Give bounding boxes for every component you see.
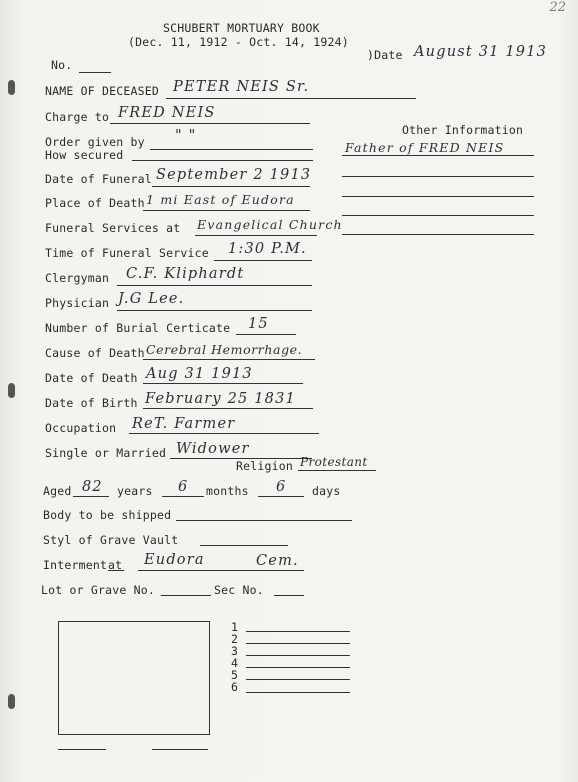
name-line	[166, 98, 416, 99]
order-label: Order given by	[45, 135, 145, 149]
how-label: How secured	[45, 148, 124, 162]
charge-label: Charge to	[45, 110, 110, 124]
grave-vault-label: Styl of Grave Vault	[43, 533, 179, 547]
occupation-value: ReT. Farmer	[132, 416, 236, 432]
religion-value: Protestant	[300, 455, 368, 469]
grave-vault-line	[200, 545, 288, 546]
place-death-line	[143, 210, 310, 211]
months-label: months	[206, 484, 249, 498]
clergyman-value: C.F. Kliphardt	[126, 266, 245, 282]
no-label: No.	[51, 58, 73, 72]
sec-label: Sec No.	[214, 583, 264, 597]
book-title: SCHUBERT MORTUARY BOOK	[163, 21, 320, 35]
no-line	[79, 72, 111, 73]
cause-label: Cause of Death	[45, 346, 145, 360]
binder-hole	[8, 80, 15, 95]
date-birth-line	[143, 408, 313, 409]
date-label: )Date	[367, 48, 403, 62]
religion-line	[298, 470, 376, 471]
list-number: 3	[231, 644, 239, 658]
services-label: Funeral Services at	[45, 221, 181, 235]
binder-hole	[8, 694, 15, 709]
charge-value: FRED NEIS	[118, 105, 216, 121]
charge-line	[110, 123, 310, 124]
aged-label: Aged	[43, 484, 72, 498]
days-label: days	[312, 484, 341, 498]
occupation-line	[129, 433, 319, 434]
interment-cem-value: Cem.	[256, 553, 299, 569]
body-shipped-line	[176, 520, 352, 521]
other-info-line	[342, 196, 534, 197]
list-number: 1	[231, 620, 239, 634]
page-number: 22	[549, 0, 566, 15]
list-line	[246, 679, 350, 680]
how-line	[132, 160, 313, 161]
interment-line	[138, 570, 304, 571]
burial-cert-label: Number of Burial Certicate	[45, 321, 231, 335]
list-number: 2	[231, 632, 239, 646]
date-birth-label: Date of Birth	[45, 396, 138, 410]
list-number: 4	[231, 656, 239, 670]
date-birth-value: February 25 1831	[145, 391, 296, 407]
other-info-line	[342, 234, 534, 235]
funeral-date-line	[152, 186, 310, 187]
burial-cert-value: 15	[248, 316, 269, 332]
aged-days-line	[258, 496, 304, 497]
burial-cert-line	[236, 334, 296, 335]
other-info-label: Other Information	[402, 123, 524, 137]
interment-label: Interment	[43, 558, 108, 572]
binder-hole	[8, 383, 15, 398]
date-death-line	[143, 383, 303, 384]
physician-line	[117, 310, 312, 311]
box-underline-right	[152, 749, 208, 750]
name-value: PETER NEIS Sr.	[173, 79, 310, 95]
interment-value: Eudora	[144, 552, 205, 568]
list-line	[246, 655, 350, 656]
list-line	[246, 667, 350, 668]
list-line	[246, 631, 350, 632]
religion-label: Religion	[236, 459, 293, 473]
date-death-label: Date of Death	[45, 371, 138, 385]
aged-years-value: 82	[82, 479, 103, 495]
other-info-line	[342, 155, 534, 156]
cause-value: Cerebral Hemorrhage.	[146, 342, 303, 357]
body-shipped-label: Body to be shipped	[43, 508, 172, 522]
lot-line	[161, 595, 211, 596]
clergyman-label: Clergyman	[45, 271, 110, 285]
place-death-value: 1 mi East of Eudora	[146, 192, 295, 207]
years-label: years	[117, 484, 153, 498]
interment-at-underline	[108, 570, 124, 571]
interment-at-label: at	[108, 558, 123, 572]
services-value: Evangelical Church	[197, 217, 343, 232]
other-info-line	[342, 215, 534, 216]
other-info-value: Father of FRED NEIS	[345, 140, 505, 155]
time-value: 1:30 P.M.	[228, 241, 307, 257]
single-married-value: Widower	[176, 441, 250, 457]
date-death-value: Aug 31 1913	[146, 366, 253, 382]
sec-line	[274, 595, 304, 596]
list-number: 5	[231, 668, 239, 682]
time-label: Time of Funeral Service	[45, 246, 209, 260]
book-date-range: (Dec. 11, 1912 - Oct. 14, 1924)	[128, 35, 349, 49]
place-death-label: Place of Death	[45, 196, 145, 210]
lot-label: Lot or Grave No.	[41, 583, 155, 597]
box-underline-left	[58, 749, 106, 750]
physician-value: J.G Lee.	[118, 291, 185, 307]
cause-line	[143, 359, 315, 360]
order-value: " "	[175, 128, 197, 144]
single-married-label: Single or Married	[45, 446, 167, 460]
aged-years-line	[73, 496, 109, 497]
date-value: August 31 1913	[414, 44, 548, 60]
aged-days-value: 6	[276, 479, 287, 495]
services-line	[195, 235, 317, 236]
name-label: NAME OF DECEASED	[45, 84, 159, 98]
clergyman-line	[117, 285, 312, 286]
physician-label: Physician	[45, 296, 110, 310]
funeral-date-value: September 2 1913	[156, 167, 312, 183]
order-line	[150, 149, 313, 150]
plot-diagram-box	[58, 621, 210, 735]
other-info-line	[342, 176, 534, 177]
funeral-date-label: Date of Funeral	[45, 172, 152, 186]
time-line	[214, 260, 312, 261]
list-number: 6	[231, 680, 239, 694]
aged-months-line	[162, 496, 204, 497]
list-line	[246, 692, 350, 693]
list-line	[246, 643, 350, 644]
aged-months-value: 6	[178, 479, 189, 495]
occupation-label: Occupation	[45, 421, 117, 435]
